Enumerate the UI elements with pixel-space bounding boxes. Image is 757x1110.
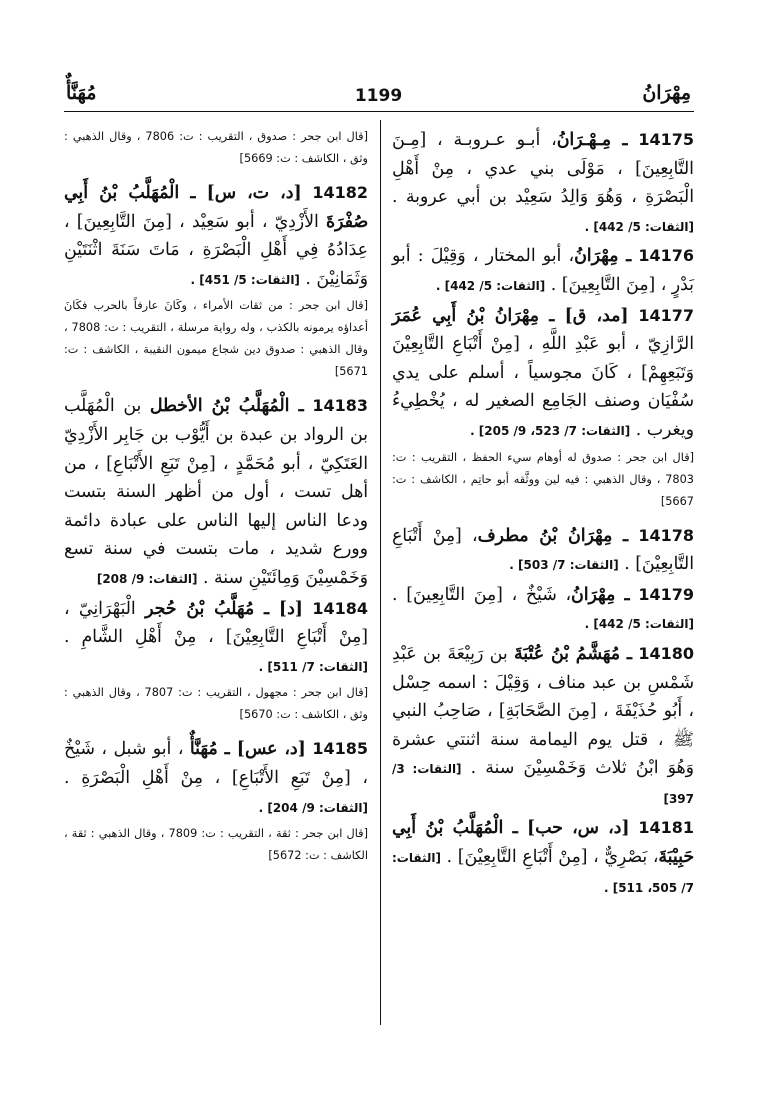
entry-name: ـ مِـهْـرَانُ <box>556 130 628 150</box>
left-column <box>64 126 368 876</box>
right-column <box>392 126 694 903</box>
entry-number: 14182 <box>312 183 368 202</box>
entry-number: 14177 <box>638 305 694 325</box>
entry-prefix: [د] <box>269 598 303 619</box>
entry-number: 14179 <box>638 584 694 604</box>
footnote-14182: [قال ابن جحر : من ثقات الأمراء ، وكَانَ عارفاً بالحرب فكَانَ أعداؤه يرمونه بالكذب ، وله رواية مرسلة ، التقريب : ت: 7808 ، وقال الذهبي : صدوق دين شجاع ميمون النقيبة ، الكاشف : ت: 5671] <box>64 299 368 379</box>
entry-14177 <box>392 302 694 446</box>
entry-body: ، [مِنْ أَتْبَاعِ التَّابِعِيْنَ] . <box>392 525 694 575</box>
entry-prefix: [مد، ق] <box>554 305 629 326</box>
entry-body: بن الْمُهَلَّب بن الرواد بن عبدة بن أَيُّوْب بن جَابِر الأَزْدِيّ العَتَكِيّ ، أبو مُحَمَّدٍ ، [مِنْ تَبَعِ الأَتْبَاعِ] ، من أهل تست ، أول من أظهر السنة بتست ودعا الناس إليها الناس على عبادة دائمة وورع شديد ، مات بتست في سنة تسع وَخَمْسِيْنَ وَمِائَتَيْنِ سنة . <box>64 396 368 588</box>
entry-number: 14176 <box>638 246 694 266</box>
entry-14180 <box>392 640 694 814</box>
entry-14182 <box>64 179 368 294</box>
entry-source: [الثقات: 9/ 208] <box>96 571 198 586</box>
entry-source: [الثقات: 7/ 505، 511] . <box>392 851 694 895</box>
page-number: 1199 <box>354 86 403 106</box>
entry-body: ، بَصْرِيٌّ ، [مِنْ أَتْبَاعِ التَّابِعِيْنَ] . <box>446 847 659 868</box>
entry-14178 <box>392 522 694 580</box>
entry-body: بن رَبِيْعَةَ بن عَبْدِ شَمْسِ بن عبد مناف ، وَقِيْلَ : اسمه حِسْل ، أَبُو حُذَيْفَةَ ، [مِنَ الصَّحَابَةِ] ، صَاحِبُ النبي ﷺ ، قتل يوم اليمامة سنة اثنتي عشرة وَهُوَ ابْنُ ثلاث وَخَمْسِيْنَ سنة . <box>392 643 694 779</box>
entry-body: الأَزْدِيّ ، أبو سَعِيْد ، [مِنَ التَّابِعِينَ] ، عِدَادُهُ فِي أَهْلِ الْبَصْرَةِ ، مَاتَ سَنَةَ اثْنَتَيْنِ وَثَمَانِيْنَ . <box>64 211 368 289</box>
footnote-14184: [قال ابن جحر : مجهول ، التقريب : ت: 7807 ، وقال الذهبي : وثق ، الكاشف : ت: 5670] <box>64 686 368 722</box>
entry-14183 <box>64 392 368 593</box>
entry-body: ، أبـو عـروبـة ، [مِـنَ التَّابِعِينَ] ، مَوْلَى بني عدي ، مِنْ أَهْلِ الْبَصْرَةِ ، وَهُوَ وَالِدُ سَعِيْد بن أبي عروبة . <box>392 130 694 208</box>
entry-body: ، أبو شبل ، شَيْخٌ ، [مِنْ تَبَعِ الأَتْبَاعِ] ، مِنْ أَهْلِ الْبَصْرَةِ . <box>64 739 368 788</box>
entry-14184 <box>64 595 368 682</box>
entry-14185 <box>64 735 368 822</box>
entry-number: 14183 <box>312 396 368 416</box>
header-rule <box>64 111 694 112</box>
entry-source: [الثقات: 9/ 204] . <box>258 800 368 815</box>
entry-source: [الثقات: 5/ 442] . <box>584 219 694 234</box>
entry-prefix: [د، س، حب] <box>517 818 630 839</box>
entry-name: ـ مِهْرَانُ بْنُ أَبِي عُمَرَ <box>392 305 555 326</box>
entry-name: ـ مُهَشَّمُ بْنُ عُتْبَةَ <box>514 643 632 664</box>
footnote-14181: [قال ابن جحر : صدوق ، التقريب : ت: 7806 ، وقال الذهبي : وثق ، الكاشف : ت: 5669] <box>64 130 368 165</box>
entry-14176 <box>392 242 694 300</box>
running-head-left: مُهَنَّأٌ <box>66 82 97 104</box>
running-head-right: مِهْرَانُ <box>642 82 691 104</box>
entry-number: 14178 <box>638 525 694 545</box>
entry-number: 14185 <box>312 739 368 759</box>
entry-number: 14181 <box>638 818 694 838</box>
entry-name: ـ الْمُهَلَّبُ بْنُ أَبِي صُفْرَةَ <box>64 183 368 232</box>
entry-body: ، شَيْخٌ ، [مِنَ التَّابِعِينَ] . <box>392 584 572 605</box>
entry-source: [الثقات: 3/ 397] <box>392 762 694 806</box>
entry-source: [الثقات: 5/ 451] . <box>190 272 300 287</box>
entry-body: الرَّازِيّ ، أبو عَبْدِ اللَّهِ ، [مِنْ أَتْبَاعِ التَّابِعِيْنَ وَتَبَعِهِمْ] ، كَانَ مجوسياً ، أسلم على يدي سُفْيَان وصنف الجَامِع الصغير له ، يُخْطِيءُ ويغرب . <box>392 334 694 440</box>
entry-prefix: [د، ت، س] <box>195 183 302 203</box>
entry-prefix: [د، عس] <box>229 739 306 760</box>
entry-source: [الثقات: 5/ 442] . <box>435 278 546 293</box>
entry-name: ـ الْمُهَلَّبُ بْنُ أَبِي حَبِيْبَةَ <box>392 818 695 868</box>
entry-source: [الثقات: 7/ 503] . <box>509 558 619 573</box>
entry-source: [الثقات: 7/ 523، 9/ 205] . <box>470 423 631 438</box>
entry-14181 <box>392 814 694 902</box>
entry-name: ـ مِهْرَانُ <box>571 584 630 605</box>
entry-source: [الثقات: 7/ 511] . <box>258 659 368 674</box>
entry-number: 14180 <box>638 643 694 663</box>
footnote-14185: [قال ابن جحر : ثقة ، التقريب : ت: 7809 ، وقال الذهبي : ثقة ، الكاشف : ت: 5672] <box>64 827 368 863</box>
entry-source: [الثقات: 5/ 442] . <box>584 617 694 632</box>
entry-name: ـ مِهْرَانُ <box>574 246 632 267</box>
entry-14179 <box>392 581 694 639</box>
entry-body: الْبَهْرَانِيّ ، [مِنْ أَتْبَاعِ التَّابِعِيْنَ] ، مِنْ أَهْلِ الشَّامِ . <box>64 598 368 648</box>
entry-name: ـ مُهَنَّأٌ <box>189 739 230 760</box>
entry-name: ـ مُهَلَّبُ بْنُ حُجر <box>145 598 270 619</box>
column-divider <box>380 120 381 1025</box>
entry-name: ـ مِهْرَانُ بْنُ مطرف <box>477 525 629 546</box>
entry-number: 14184 <box>312 598 368 618</box>
entry-body: ، أبو المختار ، وَقِيْلَ : أبو بَدْرٍ ، [مِنَ التَّابِعِينَ] . <box>392 246 694 295</box>
entry-number: 14175 <box>638 130 694 149</box>
footnote-14177: [قال ابن جحر : صدوق له أوهام سيء الحفظ ، التقريب : ت: 7803 ، وقال الذهبي : فيه لين ووثَّقه أبو حاتِم ، الكاشف : ت: 5667] <box>392 450 694 508</box>
entry-name: ـ الْمُهَلَّبُ بْنُ الأخطل <box>149 396 304 417</box>
entry-14175 <box>392 126 694 241</box>
